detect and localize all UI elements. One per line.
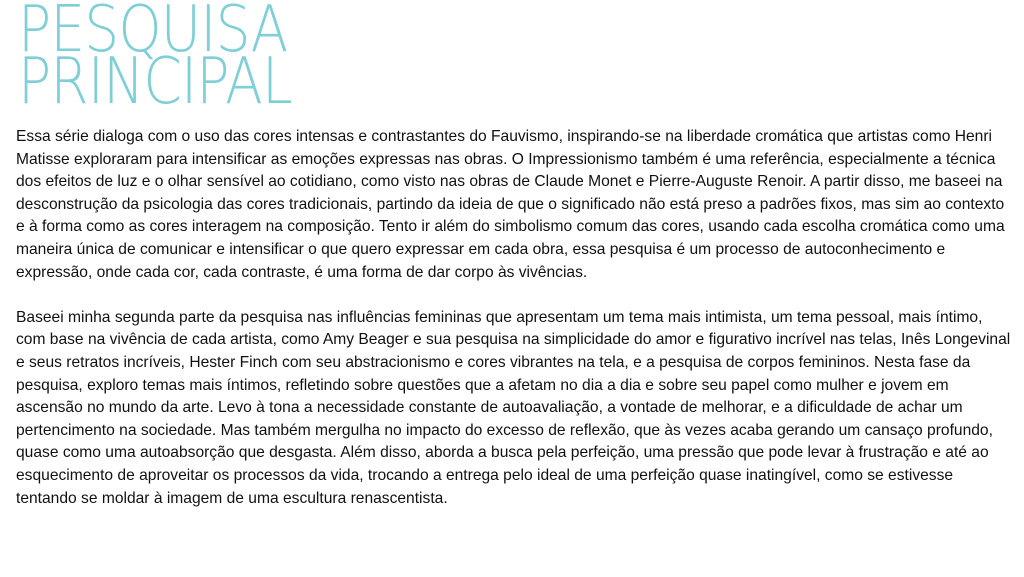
page-title-line-2: PRINCIPAL [18,45,292,119]
body-text [16,126,1012,533]
paragraph-1: Essa série dialoga com o uso das cores intensas e contrastantes do Fauvismo, inspirando-se na liberdade cromática que artistas como Henri Matisse exploraram para intensificar as emoções expressas nas obras. O Impressionismo também é uma referência, especialmente a técnica dos efeitos de luz e o olhar sensível ao cotidiano, como visto nas obras de Claude Monet e Pierre-Auguste Renoir. A partir disso, me baseei na desconstrução da psicologia das cores tradicionais, partindo da ideia de que o significado não está preso a padrões fixos, mas sim ao contexto e à forma como as cores interagem na composição. Tento ir além do simbolismo comum das cores, usando cada escolha cromática como uma maneira única de comunicar e intensificar o que quero expressar em cada obra, essa pesquisa é um processo de autoconhecimento e expressão, onde cada cor, cada contraste, é uma forma de dar corpo às vivências. [16,128,1005,281]
page-title [18,0,292,119]
paragraph-2: Baseei minha segunda parte da pesquisa nas influências femininas que apresentam um tema mais intimista, um tema pessoal, mais íntimo, com base na vivência de cada artista, como Amy Beager e sua pesquisa na simplicidade do amor e figurativo incrível nas telas, Inês Longevinal e seus retratos incríveis, Hester Finch com seu abstracionismo e cores vibrantes na tela, e a pesquisa de corpos femininos. Nesta fase da pesquisa, exploro temas mais íntimos, refletindo sobre questões que a afetam no dia a dia e sobre seu papel como mulher e jovem em ascensão no mundo da arte. Levo à tona a necessidade constante de autoavaliação, a vontade de melhorar, e a dificuldade de achar um pertencimento na sociedade. Mas também mergulha no impacto do excesso de reflexão, que às vezes acaba gerando um cansaço profundo, quase como uma autoabsorção que desgasta. Além disso, aborda a busca pela perfeição, uma pressão que pode levar à frustração e até ao esquecimento de aproveitar os processos da vida, trocando a entrega pelo ideal de uma perfeição quase inatingível, como se estivesse tentando se moldar à imagem de uma escultura renascentista. [16,308,1011,507]
page-title-line-1: PESQUISA [18,0,288,67]
